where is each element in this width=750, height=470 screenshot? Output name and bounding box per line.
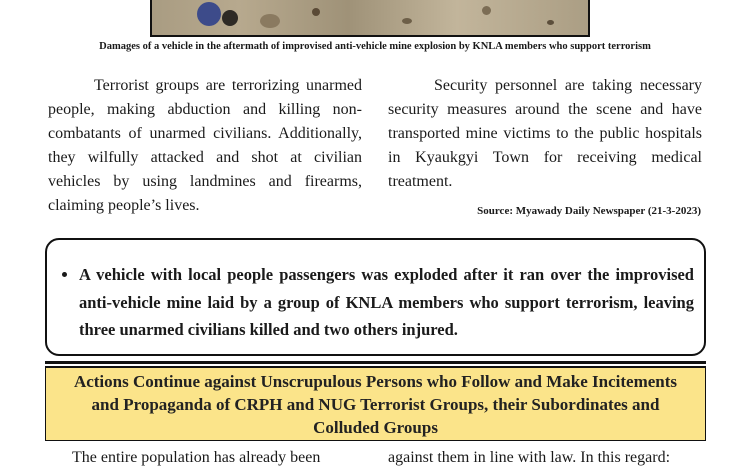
photo-rock (197, 2, 221, 26)
photo-caption: Damages of a vehicle in the aftermath of improvised anti-vehicle mine explosion by KNLA members who support terrorism (99, 41, 651, 52)
vehicle-wreck-photo (150, 0, 590, 37)
highlight-bullet: • A vehicle with local people passengers was exploded after it ran over the improvised anti-vehicle mine laid by a group of KNLA members who support terrorism, leaving three unarmed civilians killed and two others injured. (79, 261, 694, 344)
highlight-list (57, 261, 694, 344)
highlight-box (45, 238, 706, 356)
left-column-paragraph: Terrorist groups are terrorizing unarmed people, making abduction and killing non-combatants of unarmed civilians. Additionally, they wilfully attacked and shot at civilian vehicles by using landmines and firearms, claiming people’s lives. (48, 77, 362, 214)
section-heading-box (45, 367, 706, 441)
photo-rock (222, 10, 238, 26)
right-column (388, 74, 702, 194)
right-column-paragraph: Security personnel are taking necessary security measures around the scene and have transported mine victims to the public hospitals in Kyaukgyi Town for receiving medical treatment. (388, 77, 702, 190)
photo-rock (260, 14, 280, 28)
section-heading: Actions Continue against Unscrupulous Persons who Follow and Make Incitements and Propaganda of CRPH and NUG Terrorist Groups, their Subordinates and Colluded Groups (73, 371, 678, 437)
bottom-left-text: The entire population has already been (72, 449, 321, 466)
photo-rock (482, 6, 491, 15)
photo-rock (402, 18, 412, 24)
bottom-right-text: against them in line with law. In this regard: (388, 449, 671, 466)
section-divider (45, 361, 706, 364)
source-citation: Source: Myawady Daily Newspaper (21-3-2023) (477, 205, 701, 217)
left-column (48, 74, 362, 218)
photo-rock (547, 20, 554, 25)
photo-rock (312, 8, 320, 16)
